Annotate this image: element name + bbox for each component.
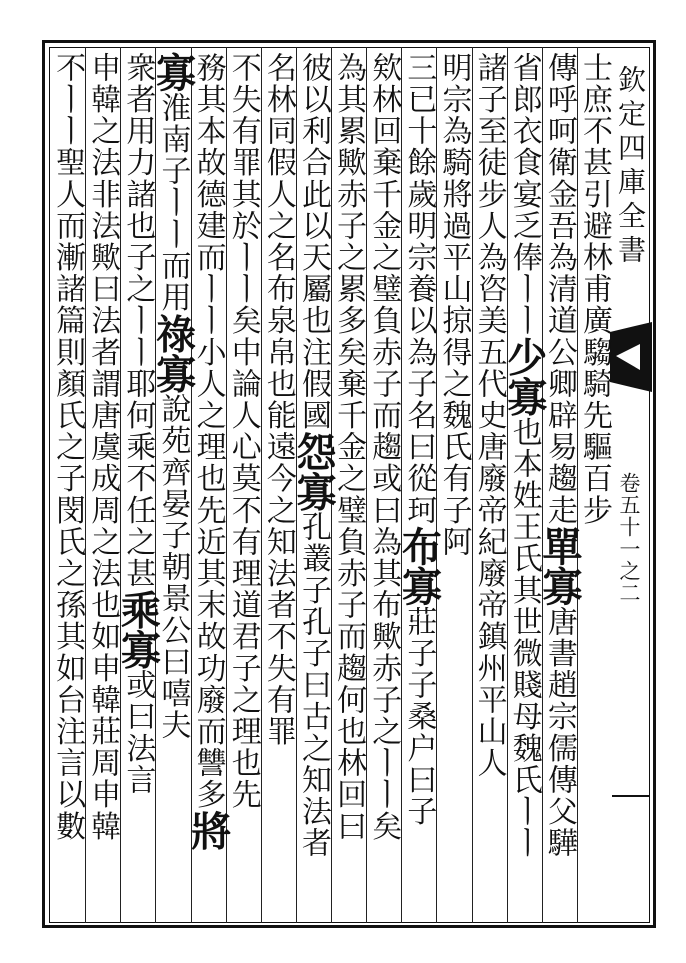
text-segment: 省郎衣食宴乏俸ㅣㅣ <box>506 52 542 337</box>
text-segment: 衆者用力諸也 <box>120 52 156 242</box>
text-segment: 或曰法言 <box>120 669 156 796</box>
entry-heading: 乘寡 <box>114 589 162 670</box>
text-column <box>367 52 400 842</box>
text-segment: 傳呼呵衛金吾為清道公卿辟易趨走 <box>541 52 577 526</box>
text-column <box>184 52 232 851</box>
entry-heading: 單寡 <box>535 526 583 606</box>
text-segment: 能遠今之知法者不失有罪 <box>260 399 296 748</box>
entry-heading: 祿寡 <box>149 313 197 394</box>
gutter-divider <box>612 795 650 797</box>
text-segment: 士庶不甚引避林甫廣騶騎先驅百步 <box>576 52 612 526</box>
text-segment: 名林同假人之名布泉帛也 <box>260 52 296 400</box>
text-segment: 三已十餘歲明宗養以為子名曰從珂 <box>401 52 437 526</box>
text-column <box>114 52 162 796</box>
text-segment: 莊子子桑户曰子 <box>401 606 437 828</box>
fishtail-mark-icon <box>610 322 652 392</box>
text-segment: 彼以利合此以天屬也注假國 <box>295 52 331 432</box>
text-column <box>395 52 443 828</box>
entry-heading: 將 <box>184 810 232 851</box>
text-column <box>86 52 119 842</box>
page-gutter <box>612 47 650 923</box>
text-column <box>535 52 583 859</box>
text-column <box>473 52 506 779</box>
book-title: 欽定四庫全書 <box>614 65 647 269</box>
text-column <box>289 52 337 859</box>
text-segment: 明宗為騎將過平山掠得之魏氏有子阿 <box>436 52 472 558</box>
entry-heading: 寡 <box>149 52 197 92</box>
entry-heading: 寡 <box>500 376 548 417</box>
text-column <box>51 52 84 842</box>
text-segment: 務其本故德建而ㅣㅣ小人之理也先近其末故功廢而讐多 <box>190 52 226 811</box>
text-segment: 淮南子ㅣㅣ而用 <box>155 92 191 314</box>
entry-heading: 怨寡 <box>289 431 337 512</box>
text-column <box>227 52 260 810</box>
text-column <box>437 52 470 558</box>
text-segment: 唐書趙宗儒傳父驊 <box>541 606 577 859</box>
text-segment: 諸子至徒步人為咨美 <box>471 52 507 337</box>
text-segment: 不ㅣㅣ聖人而漸諸篇則顏氏之子閔氏之孫其如台注言以數 <box>50 52 86 842</box>
text-column <box>500 52 548 859</box>
entry-heading: 少 <box>500 336 548 377</box>
text-segment: 欸林回棄千金之璧負赤子而趨或曰為其布歟赤子之ㅣㅣ矣 <box>366 52 402 842</box>
volume-label: 卷五十一之二 <box>617 472 641 604</box>
text-segment: 為其累歟赤子之累多矣棄千金之璧負赤子而趨何也林回曰 <box>331 52 367 842</box>
text-segment: 五代史唐廢帝紀廢帝鎮州平山人 <box>471 336 507 779</box>
text-segment: 說苑齊晏子朝景公曰嘻夫 <box>155 393 191 741</box>
text-segment: 也本姓王氏其世微賤母魏氏ㅣㅣ <box>506 416 542 859</box>
text-segment: 孔叢子孔子曰古之知法者 <box>295 511 331 859</box>
text-column <box>578 52 611 526</box>
text-column <box>262 52 295 747</box>
entry-heading: 布寡 <box>395 526 443 606</box>
text-segment: 申韓之法非法歟曰法者謂唐虞成周之法也如申韓莊周申韓 <box>85 52 121 842</box>
text-segment: 子之ㅣㅣ耶何乘不任之甚 <box>120 241 156 590</box>
text-segment: 不失有罪其於ㅣㅣ矣中論人心莫不有理道君子之理也先 <box>225 52 261 811</box>
